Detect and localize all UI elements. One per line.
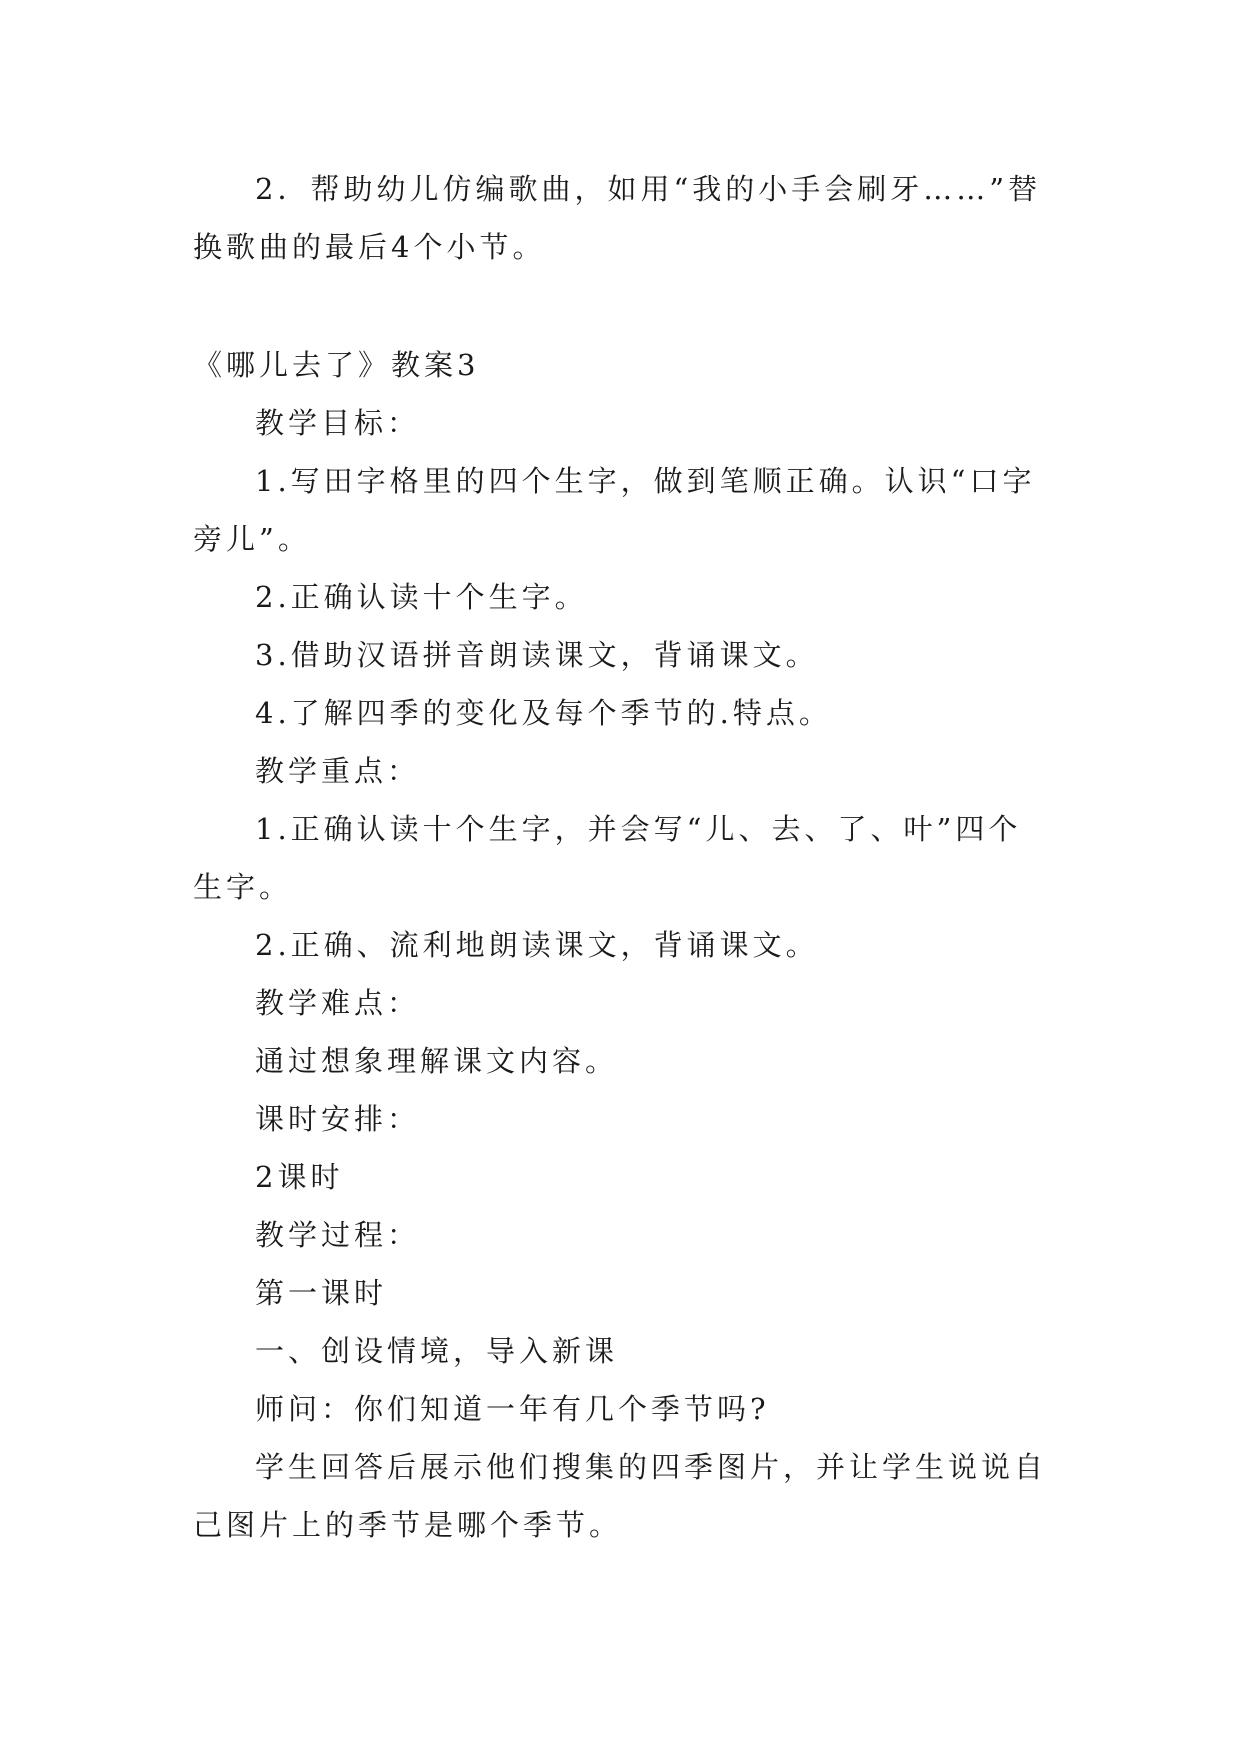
teacher-question: 师问：你们知道一年有几个季节吗? — [255, 1392, 770, 1426]
lesson-one-heading: 第一课时 — [255, 1276, 388, 1310]
student-activity: 学生回答后展示他们搜集的四季图片，并让学生说说自己图片上的季节是哪个季节。 — [193, 1450, 1048, 1542]
schedule-text: 2课时 — [255, 1160, 344, 1194]
previous-item-2: 2．帮助幼儿仿编歌曲，如用“我的小手会刷牙……”替换歌曲的最后4个小节。 — [193, 172, 1042, 264]
key-points-heading: 教学重点： — [255, 754, 421, 788]
step-one-heading: 一、创设情境，导入新课 — [255, 1334, 619, 1368]
objectives-heading: 教学目标： — [255, 406, 421, 440]
objective-item: 2.正确认读十个生字。 — [255, 580, 588, 614]
section-gap — [193, 276, 1053, 336]
key-point-item: 2.正确、流利地朗读课文，背诵课文。 — [255, 928, 819, 962]
objective-item: 4.了解四季的变化及每个季节的.特点。 — [255, 696, 832, 730]
document-body — [193, 160, 1053, 1554]
objective-item: 3.借助汉语拼音朗读课文，背诵课文。 — [255, 638, 819, 672]
schedule-heading: 课时安排： — [255, 1102, 421, 1136]
process-heading: 教学过程： — [255, 1218, 421, 1252]
difficulty-text: 通过想象理解课文内容。 — [255, 1044, 619, 1078]
difficulty-heading: 教学难点： — [255, 986, 421, 1020]
objective-item: 1.写田字格里的四个生字，做到笔顺正确。认识“口字旁儿”。 — [193, 464, 1036, 556]
section-title: 《哪儿去了》教案3 — [193, 348, 480, 382]
key-point-item: 1.正确认读十个生字，并会写“儿、去、了、叶”四个生字。 — [193, 812, 1022, 904]
